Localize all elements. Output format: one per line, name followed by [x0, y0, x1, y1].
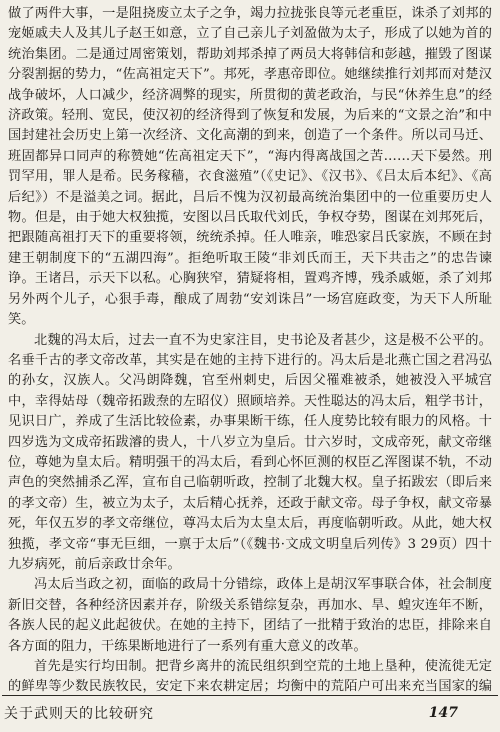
body-paragraph: 冯太后当政之初，面临的政局十分错综，政体上是胡汉军事联合体，社会制度新旧交替，各种经济因素并存，阶级关系错综复杂，再加水、旱、蝗灾连年不断，各族人民的起义此起彼伏。在她的主持下，团结了一批精于致治的忠臣，排除来自各方面的阻力，干练果断地进行了一系列有重大意义的改革。 [8, 577, 492, 654]
body-paragraph: 北魏的冯太后，过去一直不为史家注目，史书论及者甚少，这是极不公平的。名垂千古的孝文帝改革，其实是在她的主持下进行的。冯太后是北燕亡国之君冯弘的孙女，汉族人。父冯朗降魏，官至州刺史，后因父罹难被杀，她被没入平城宫中，幸得姑母（魏帝拓跋焘的左昭仪）照顾培养。天性聪达的冯太后，粗学书计，见识日广，养成了生活比较俭素，办事果断干练，任人度势比较有眼力的风格。十四岁选为文成帝拓跋濬的贵人，十八岁立为皇后。廿六岁时，文成帝死，献文帝继位，尊她为皇太后。精明强干的冯太后，看到心怀叵测的权臣乙浑图谋不轨，不动声色的突然捕杀乙浑，宣布自己临朝听政，控制了北魏大权。皇子拓跋宏（即后来的孝文帝）生，被立为太子，太后精心抚养，还政于献文帝。母子争权，献文帝暴死，年仅五岁的孝文帝继位，尊冯太后为太皇太后，再度临朝听政。从此，她大权独揽，孝文帝“事无巨细，一禀于太后”（《魏书·文成文明皇后列传》3 29页）四十九岁病死，前后亲政廿余年。 [8, 332, 492, 572]
page-number: 147 [428, 705, 458, 721]
body-paragraph: 做了两件大事，一是阻挠废立太子之争，竭力拉拢张良等元老重臣，诛杀了刘邦的宠姬戚夫人及其儿子赵王如意，立了自己亲儿子刘盈做为太子，形成了以她为首的统治集团。二是通过周密策划，帮助刘邦杀掉了两员大将韩信和彭越，摧毁了图谋分裂割据的势力，“佐高祖定天下”。邦死，孝惠帝即位。她继续推行刘邦而对楚汉战争破坏，人口减少，经济凋弊的现实，所贯彻的黄老政治，与民“休养生息”的经济政策。轻刑、宽民，使汉初的经济得到了恢复和发展，为后来的“文景之治”和中国封建社会历史上第一次经济、文化高潮的到来，创造了一个条件。所以司马迁、班固都异口同声的称赞她“佐高祖定天下”，“海内得离战国之苦……天下晏然。刑罚罕用，罪人是希。民务稼穑，衣食滋殖”（《史记》、《汉书》、《吕太后本纪》、《高后纪》）不是溢美之词。据此，吕后不愧为汉初最高统治集团中的一位重要历史人物。但是，由于她大权独揽，安图以吕氏取代刘氏，争权夺势，图谋在刘邦死后，把跟随高祖打天下的重要将领，统统杀掉。任人唯亲，唯恐家吕氏家族，不顾在封建王朝制度下的“五湖四海”。拒绝听取王陵“非刘氏而王，天下共击之”的忠告谏诤。王诸吕，示天下以私。心胸狭窄，猜疑将相，置鸡齐博，残杀戚姬，杀了刘邦另外两个儿子，心狠手毒，酿成了周勃“安刘诛吕”一场宫庭政变，为天下人所耻笑。 [8, 6, 492, 328]
footer-rule [2, 695, 498, 696]
running-title: 关于武则天的比较研究 [4, 706, 154, 722]
article-body [8, 4, 492, 694]
body-paragraph: 首先是实行均田制。把背乡离井的流民组织到空荒的土地上垦种，使流徙无定的鲜卑等少数民族牧民，安定下来农耕定居；均衡中的荒陌户可出来充当国家的编 [8, 659, 492, 694]
page-footer [4, 700, 494, 726]
